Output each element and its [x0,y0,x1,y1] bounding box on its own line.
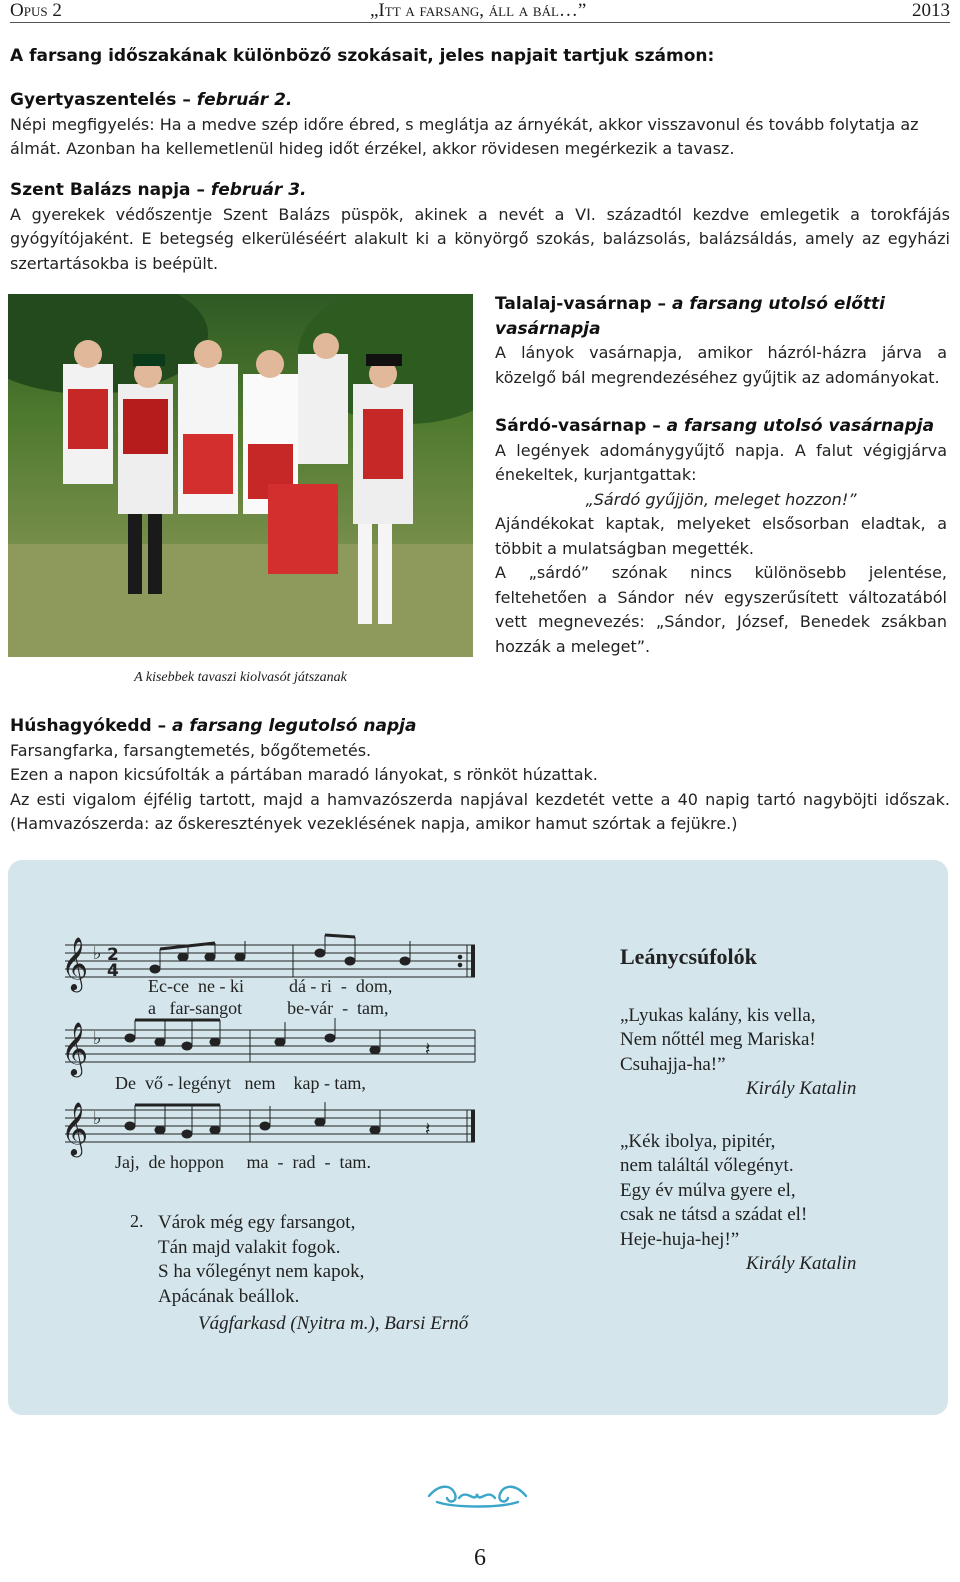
section-subtitle: a farsang utolsó előtti vasárnapja [495,294,885,339]
section-text: Az esti vigalom éjfélig tartott, majd a hamvazószerda napjával kezdetét vette a 40 napig tartó nagyböjti időszak. (Hamvazószerda: az őskeresztények vezeklésének napja, amikor hamut szórtak a fejükre.) [10,789,950,833]
poem-line: Heje-huja-hej!” [620,1228,740,1250]
svg-text:𝄽: 𝄽 [425,1039,431,1060]
section-title: Gyertyaszentelés [10,90,177,110]
lyric-line: Ec-ce ne - ki dá - ri - dom, [148,976,393,996]
poem-line: „Lyukas kalány, kis vella, [620,1004,816,1026]
verse-line: Várok még egy farsangot, [158,1212,356,1233]
section-talalaj: Talalaj-vasárnap – a farsang utolsó előtti vasárnapja A lányok vasárnapja, amikor házról-házra járva a közelgő bál megrendezéséhez gyűjtik az adományokat. [495,292,947,390]
folk-dance-photo [8,294,473,657]
poem-block [620,945,856,1277]
section-title: Szent Balázs napja [10,180,191,200]
section-text: Ajándékokat kaptak, melyeket elsősorban eladtak, a többit a mulatságban megették. [495,514,947,558]
svg-text:𝄽: 𝄽 [425,1119,431,1140]
poem-author: Király Katalin [746,1253,857,1274]
section-szent-balazs: Szent Balázs napja – február 3. A gyerekek védőszentje Szent Balázs püspök, akinek a nevét a VI. századtól kezdve emlegetik a torokfájás gyógyítójaként. E betegség elkerüléséért alakult ki a könyörgő szokás, balázsolás, balázsáldás, amely az egyházi szertartásokba is beépült. [10,178,950,276]
poem-line: „Kék ibolya, pipitér, [620,1130,776,1152]
ornament-icon [425,1482,530,1510]
header-left: Opus 2 [10,0,62,21]
section-sardo: Sárdó-vasárnap – a farsang utolsó vasárnapja A legények adománygyűjtő napja. A falut végigjárva énekeltek, kurjantgattak: „Sárdó gyűjjön, meleget hozzon!” Ajándékokat kaptak, melyeket elsősorban eladtak, a többit a mulatságban megették. A „sárdó” szónak nincs különösebb jelentése, feltehetően a Sándor név egyszerűsített változatából vett megnevezés: „Sándor, József, Benedek zsákban hozzák a meleget”. [495,414,947,659]
intro-heading: A farsang időszakának különböző szokásait, jeles napjait tartjuk számon: [10,46,715,66]
treble-clef-icon: 𝄞 [61,936,89,990]
flat-sign-icon: ♭ [93,943,102,964]
header-right: 2013 [912,0,950,21]
section-gyertyaszenteles: Gyertyaszentelés – február 2. Népi megfigyelés: Ha a medve szép időre ébred, s meglátja az árnyékát, akkor visszavonul és tovább folytatja az álmát. Azonban ha kellemetlenül hideg időt érzékel, akkor rövidesen megérkezik a tavasz. [10,88,950,162]
verse-line: Tán majd valakit fogok. [158,1236,341,1258]
section-date: február 2. [196,90,293,110]
poem-line: Egy év múlva gyere el, [620,1179,796,1201]
poem-author: Király Katalin [746,1078,857,1099]
verse-line: Apácának beállok. [158,1285,300,1307]
sheet-music [55,905,495,1165]
lyric-line: a far-sangot be-vár - tam, [148,998,389,1018]
section-hushagyokedd: Húshagyókedd – a farsang legutolsó napja Farsangfarka, farsangtemetés, bőgőtemetés. Ezen a napon kicsúfolták a pártában maradó lányokat, s rönköt húzattak. Az esti vigalom éjfélig tartott, majd a hamvazószerda napjával kezdetét vette a 40 napig tartó nagyböjti időszak. (Hamvazószerda: az őskeresztények vezeklésének napja, amikor hamut szórtak a fejükre.) [10,714,950,837]
section-text: A lányok vasárnapja, amikor házról-házra járva a közelgő bál megrendezéséhez gyűjtik az adományokat. [495,343,947,387]
section-title: Sárdó-vasárnap [495,416,647,436]
section-text: Farsangfarka, farsangtemetés, bőgőtemetés. [10,740,372,760]
poem-line: Csuhajja-ha!” [620,1053,726,1075]
section-text: A legények adománygyűjtő napja. A falut végigjárva énekeltek, kurjantgattak: [495,440,947,484]
lyric-line: De vő - legényt nem kap - tam, [115,1073,366,1093]
treble-clef-icon: 𝄞 [61,1101,89,1155]
photo-caption: A kisebbek tavaszi kiolvasót játszanak [134,670,347,685]
treble-clef-icon: 𝄞 [61,1021,89,1075]
verse-number: 2. [130,1211,144,1231]
page-number: 6 [474,1545,486,1571]
section-text: Népi megfigyelés: Ha a medve szép időre ébred, s meglátja az árnyékát, akkor visszavonul és tovább folytatja az álmát. Azonban ha kellemetlenül hideg időt érzékel, akkor rövidesen megérkezik a tavasz. [10,114,919,158]
poem-title: Leánycsúfolók [620,944,757,969]
poem-line: Nem nőttél meg Mariska! [620,1029,816,1050]
page-header [10,0,950,23]
header-center: „Itt a farsang, áll a bál…” [370,0,587,21]
section-date: február 3. [210,180,307,200]
section-subtitle: a farsang legutolsó napja [172,716,417,736]
verse-text [158,1211,364,1309]
lyric-line: Jaj, de hoppon ma - rad - tam. [115,1152,371,1172]
poem-line: csak ne tátsd a szádat el! [620,1204,808,1225]
section-subtitle: a farsang utolsó vasárnapja [666,416,935,436]
flat-sign-icon: ♭ [93,1108,102,1129]
verse-line: S ha vőlegényt nem kapok, [158,1261,365,1282]
section-text: A gyerekek védőszentje Szent Balázs püspök, akinek a nevét a VI. századtól kezdve emlegetik a torokfájás gyógyítójaként. E betegség elkerüléséért alakult ki a könyörgő szokás, balázsolás, balázsáldás, amely az egyházi szertartásokba is beépült. [10,204,950,273]
sardo-quote: „Sárdó gyűjjön, meleget hozzon!” [585,489,857,509]
section-text: Ezen a napon kicsúfolták a pártában maradó lányokat, s rönköt húzattak. [10,765,598,784]
section-text: A „sárdó” szónak nincs különösebb jelentése, feltehetően a Sándor név egyszerűsített változatából vett megnevezés: „Sándor, József, Benedek zsákban hozzák a meleget”. [495,563,947,656]
time-signature-top: 2 [107,945,119,965]
section-title: Húshagyókedd [10,716,152,736]
poem-line: nem találtál vőlegényt. [620,1155,794,1176]
song-source: Vágfarkasd (Nyitra m.), Barsi Ernő [198,1313,469,1334]
flat-sign-icon: ♭ [93,1028,102,1049]
time-signature-bottom: 4 [107,961,119,981]
section-title: Talalaj-vasárnap [495,294,652,314]
